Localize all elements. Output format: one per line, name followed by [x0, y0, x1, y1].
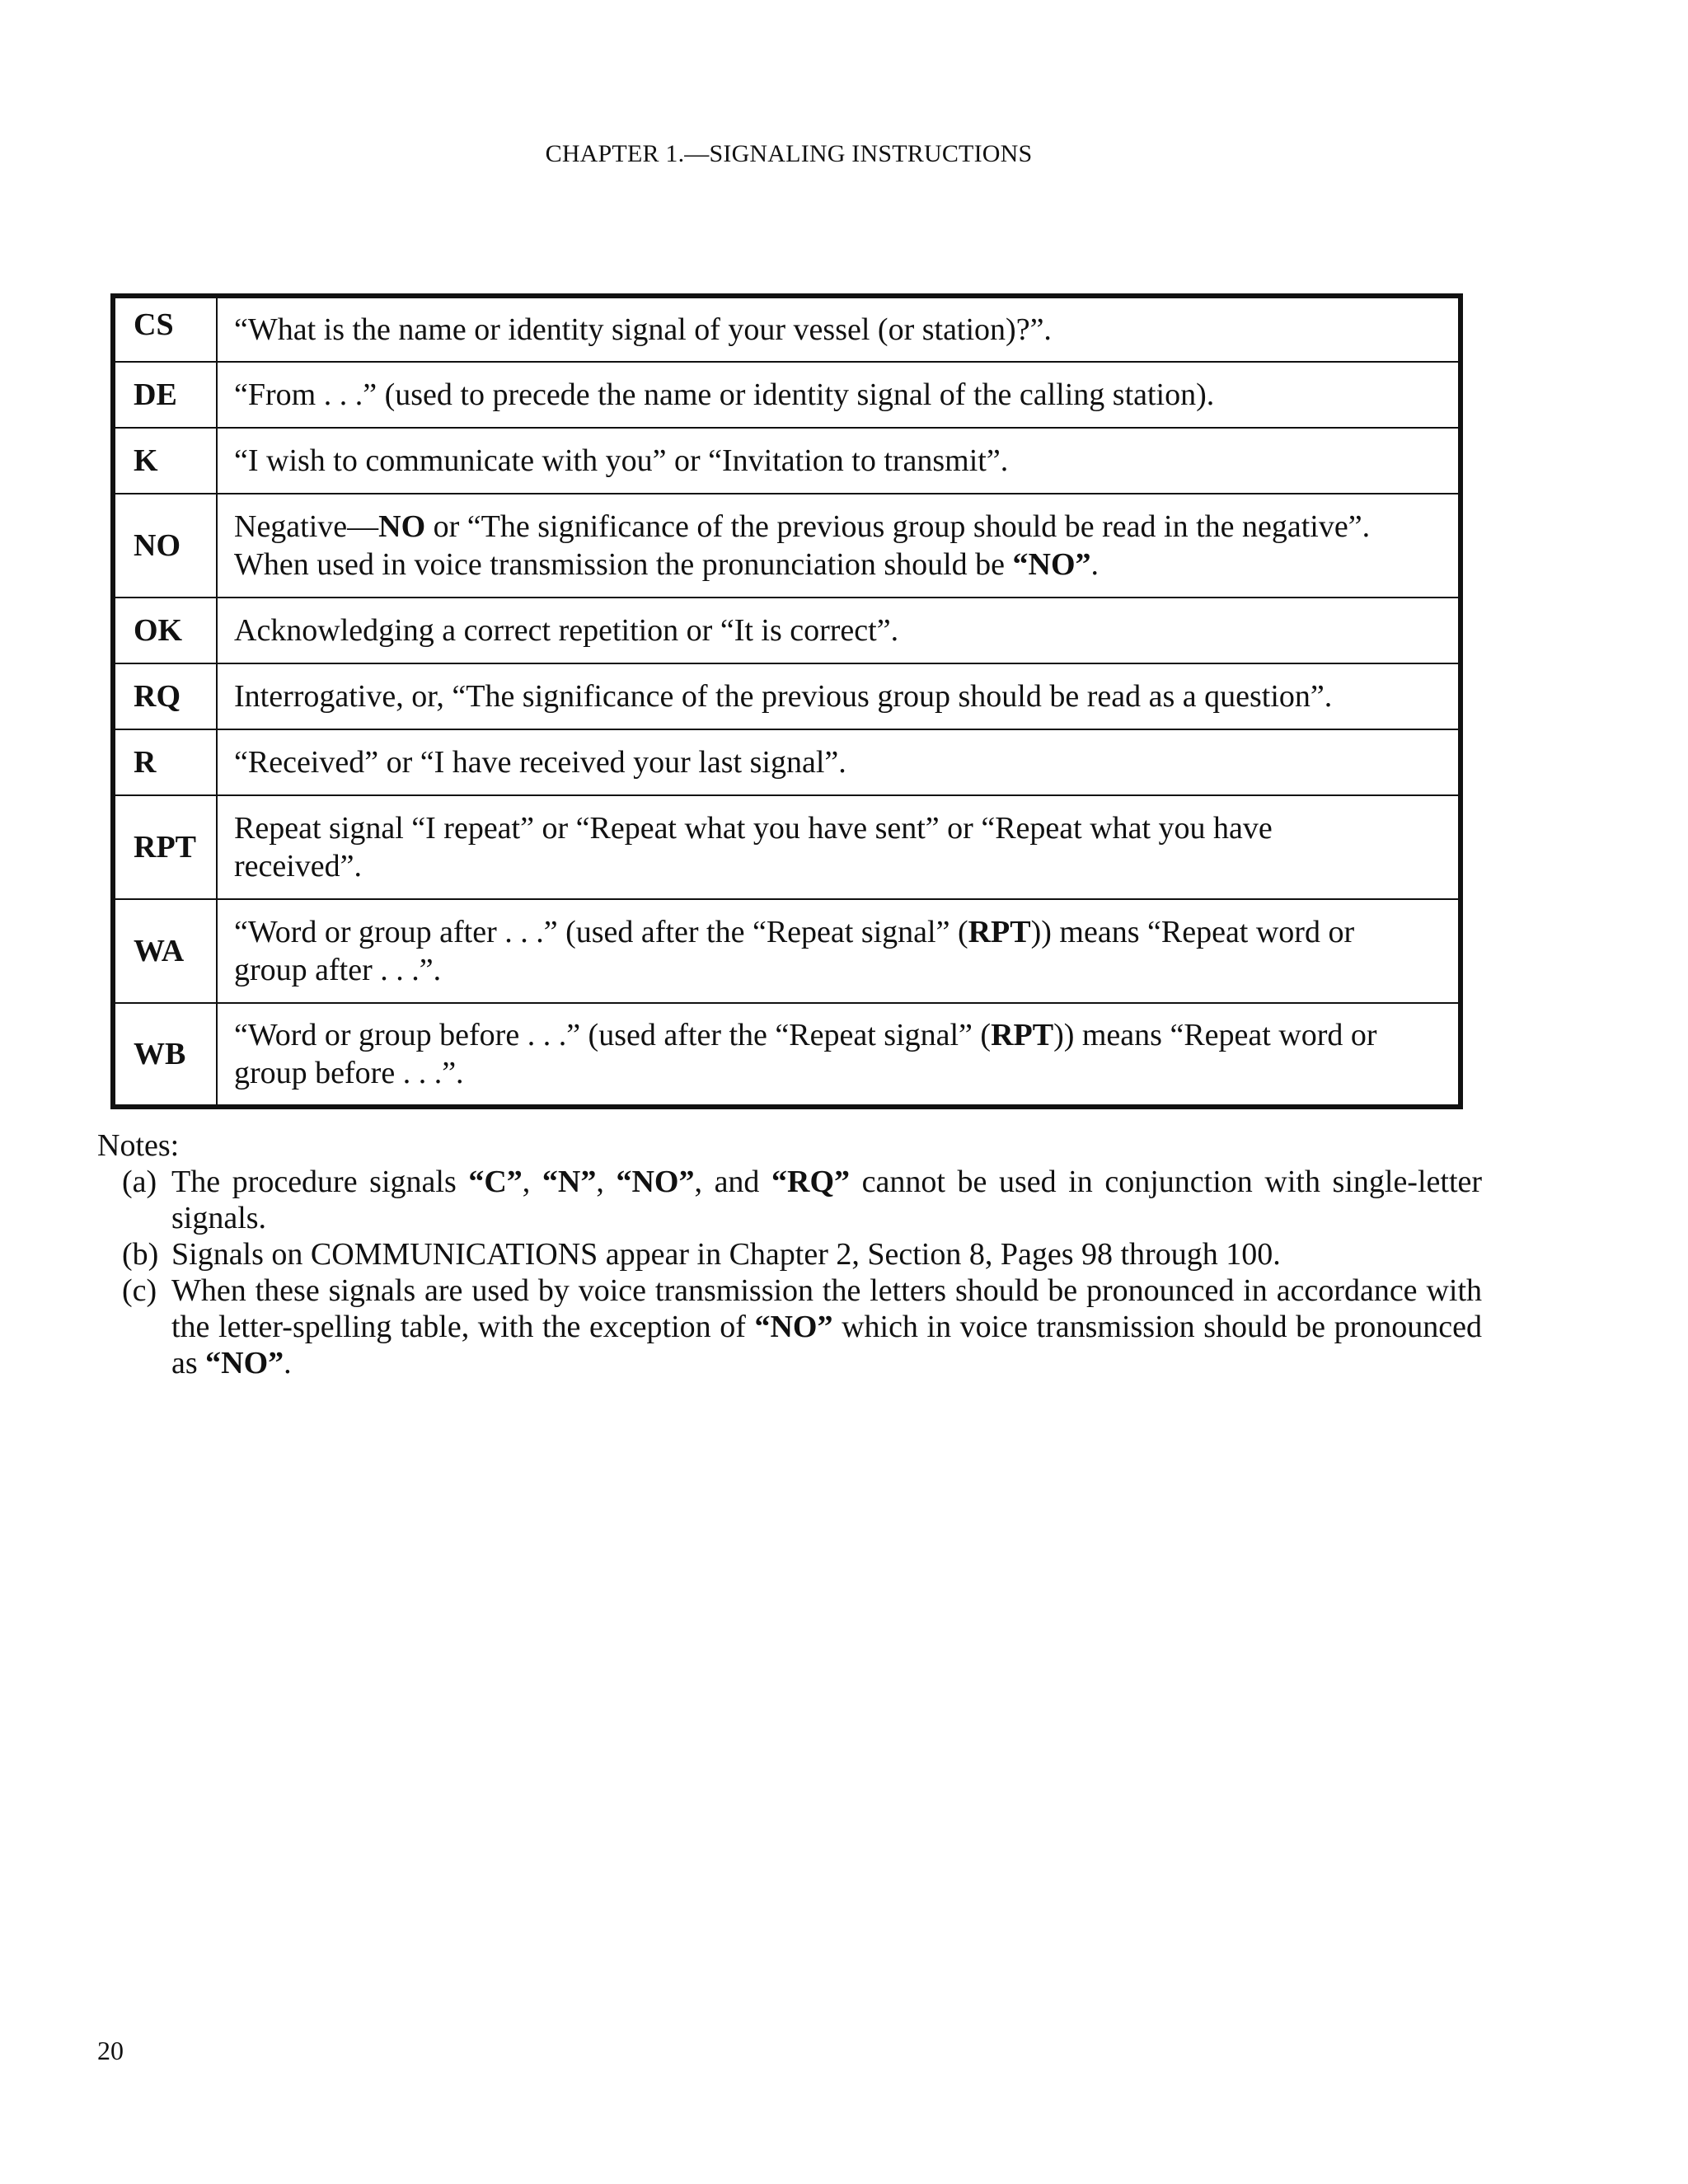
bold-text-run: RPT — [991, 1018, 1054, 1052]
signal-row-rq — [113, 663, 1461, 729]
text-run: , — [522, 1165, 542, 1199]
signal-table-body — [113, 296, 1461, 1107]
bold-text-run: “NO” — [1012, 547, 1091, 582]
signal-meaning — [217, 428, 1461, 494]
signal-row-no — [113, 494, 1461, 598]
signal-row-rpt — [113, 795, 1461, 899]
meaning-line — [234, 743, 1443, 781]
signal-row-ok — [113, 598, 1461, 663]
meaning-line — [234, 508, 1443, 546]
meaning-line — [234, 677, 1443, 715]
signal-code: WB — [113, 1003, 217, 1107]
signal-meaning — [217, 362, 1461, 428]
note-item — [97, 1272, 1482, 1381]
page-number: 20 — [97, 2036, 124, 2065]
text-run: or “The significance of the previous group should be read in the negative”. — [425, 509, 1371, 544]
meaning-line — [234, 311, 1443, 349]
meaning-line — [234, 913, 1443, 951]
meaning-line — [234, 847, 1443, 885]
text-run: group after . . .”. — [234, 953, 442, 987]
signal-meaning — [217, 598, 1461, 663]
notes-title: Notes: — [97, 1128, 180, 1163]
meaning-line — [234, 442, 1443, 480]
signal-code: K — [113, 428, 217, 494]
note-label: (a) — [122, 1165, 157, 1199]
bold-text-run: “C” — [468, 1165, 523, 1199]
meaning-line — [234, 376, 1443, 414]
text-run: The procedure signals — [171, 1165, 469, 1199]
text-run: group before . . .”. — [234, 1056, 464, 1090]
signal-meaning — [217, 1003, 1461, 1107]
text-run: “Received” or “I have received your last signal”. — [234, 745, 846, 780]
signal-code: DE — [113, 362, 217, 428]
signal-code: CS — [113, 296, 217, 362]
note-item — [97, 1164, 1482, 1236]
signal-row-de — [113, 362, 1461, 428]
text-run: which in voice transmission should be pronounced as — [171, 1310, 1482, 1380]
text-run: “I wish to communicate with you” or “Invitation to transmit”. — [234, 443, 1009, 478]
signal-meaning — [217, 729, 1461, 795]
note-item — [97, 1236, 1482, 1272]
signal-meaning — [217, 663, 1461, 729]
signal-row-k — [113, 428, 1461, 494]
text-run: Negative— — [234, 509, 379, 544]
text-run: Acknowledging a correct repetition or “It is correct”. — [234, 613, 899, 648]
meaning-line — [234, 1016, 1443, 1054]
note-text — [171, 1272, 1482, 1381]
text-run: When these signals are used by voice transmission the letters should be pronounced in accordance with the letter-spelling table, with the exception of — [171, 1273, 1482, 1344]
bold-text-run: NO — [378, 509, 426, 544]
note-text — [171, 1164, 1482, 1236]
text-run: , — [596, 1165, 617, 1199]
page-header: CHAPTER 1.—SIGNALING INSTRUCTIONS — [545, 140, 1033, 167]
bold-text-run: “NO” — [205, 1346, 284, 1380]
bold-text-run: “NO” — [754, 1310, 833, 1344]
signal-meaning — [217, 494, 1461, 598]
note-text — [171, 1236, 1482, 1272]
text-run: “What is the name or identity signal of your vessel (or station)?”. — [234, 312, 1052, 347]
meaning-line — [234, 1054, 1443, 1092]
signal-table — [110, 293, 1463, 1109]
text-run: . — [284, 1346, 292, 1380]
signal-row-wa — [113, 899, 1461, 1003]
text-run: . — [1090, 547, 1100, 582]
text-run: “From . . .” (used to precede the name or identity signal of the calling station). — [234, 377, 1215, 412]
text-run: , and — [694, 1165, 772, 1199]
signal-code: OK — [113, 598, 217, 663]
meaning-line — [234, 951, 1443, 989]
text-run: received”. — [234, 849, 363, 883]
text-run: “Word or group after . . .” (used after the “Repeat signal” ( — [234, 915, 968, 949]
signal-code: RQ — [113, 663, 217, 729]
text-run: “Word or group before . . .” (used after the “Repeat signal” ( — [234, 1018, 992, 1052]
text-run: )) means “Repeat word or — [1030, 915, 1355, 949]
bold-text-run: “N” — [542, 1165, 597, 1199]
note-label: (c) — [122, 1273, 157, 1308]
text-run: Signals on COMMUNICATIONS appear in Chapter 2, Section 8, Pages 98 through 100. — [171, 1237, 1281, 1272]
signal-code: RPT — [113, 795, 217, 899]
bold-text-run: “NO” — [616, 1165, 695, 1199]
signal-code: NO — [113, 494, 217, 598]
text-run: )) means “Repeat word or — [1053, 1018, 1377, 1052]
signal-meaning — [217, 296, 1461, 362]
text-run: When used in voice transmission the pronunciation should be — [234, 547, 1013, 582]
meaning-line — [234, 612, 1443, 649]
signal-row-cs — [113, 296, 1461, 362]
signal-code: WA — [113, 899, 217, 1003]
text-run: Interrogative, or, “The significance of the previous group should be read as a question”. — [234, 679, 1333, 714]
signal-code: R — [113, 729, 217, 795]
signal-meaning — [217, 899, 1461, 1003]
signal-row-wb — [113, 1003, 1461, 1107]
bold-text-run: RPT — [968, 915, 1031, 949]
signal-row-r — [113, 729, 1461, 795]
notes-list — [97, 1164, 1482, 1381]
note-label: (b) — [122, 1237, 159, 1272]
meaning-line — [234, 809, 1443, 847]
notes-section — [97, 1127, 1482, 1381]
text-run: cannot be used in conjunction with single-letter signals. — [171, 1165, 1483, 1235]
bold-text-run: “RQ” — [771, 1165, 851, 1199]
meaning-line — [234, 546, 1443, 583]
signal-meaning — [217, 795, 1461, 899]
text-run: Repeat signal “I repeat” or “Repeat what you have sent” or “Repeat what you have — [234, 811, 1273, 846]
